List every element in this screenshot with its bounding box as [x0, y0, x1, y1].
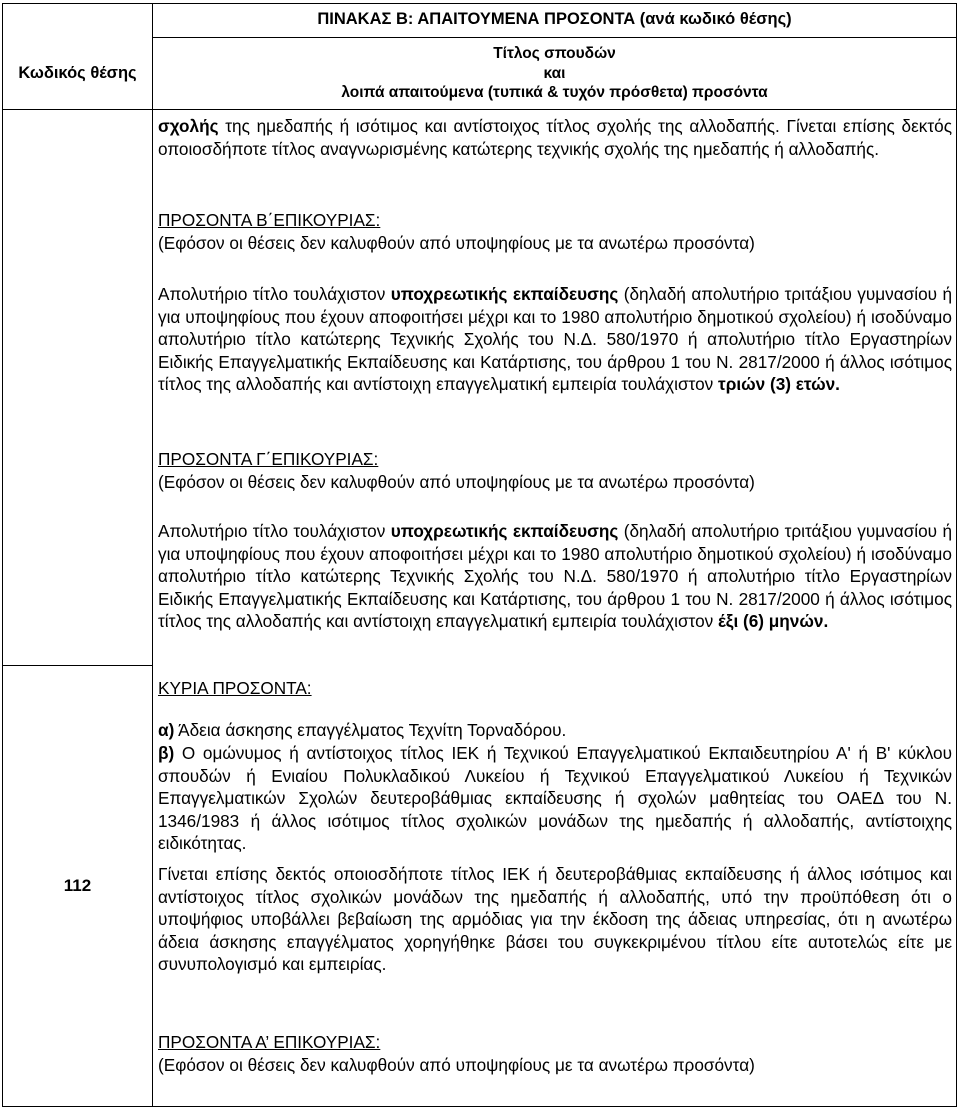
main-item-b: [158, 742, 952, 855]
main-heading: ΚΥΡΙΑ ΠΡΟΣΟΝΤΑ:: [158, 678, 312, 698]
c-aux-note: (Εφόσον οι θέσεις δεν καλυφθούν από υποψηφίους με τα ανωτέρω προσόντα): [158, 472, 755, 492]
a-aux-note: (Εφόσον οι θέσεις δεν καλυφθούν από υποψηφίους με τα ανωτέρω προσόντα): [158, 1055, 755, 1075]
a-aux-heading: ΠΡΟΣΟΝΤΑ Α’ ΕΠΙΚΟΥΡΙΑΣ:: [158, 1032, 381, 1052]
c-aux-text-start: Απολυτήριο τίτλο τουλάχιστον: [158, 521, 391, 541]
header-divider: [2, 109, 957, 110]
title-header-line-3: λοιπά απαιτούμενα (τυπικά & τυχόν πρόσθετα) προσόντα: [341, 84, 768, 101]
table-title: ΠΙΝΑΚΑΣ Β: ΑΠΑΙΤΟΥΜΕΝΑ ΠΡΟΣΟΝΤΑ (ανά κωδικό θέσης): [317, 10, 792, 28]
b-aux-heading: ΠΡΟΣΟΝΤΑ Β΄ΕΠΙΚΟΥΡΙΑΣ:: [158, 210, 381, 230]
c-aux-heading: ΠΡΟΣΟΝΤΑ Γ΄ΕΠΙΚΟΥΡΙΑΣ:: [158, 449, 379, 469]
main-extra-paragraph: Γίνεται επίσης δεκτός οποιοσδήποτε τίτλος ΙΕΚ ή δευτεροβάθμιας εκπαίδευσης ή άλλος ισότιμος και αντίστοιχος τίτλος σχολικών μονάδων της ημεδαπής ή αλλοδαπής, υπό την προϋπόθεση ότι ο υποψήφιος υποβάλλει βεβαίωση της αρμόδιας για την έκδοση της άδειας υπηρεσίας, ότι η ανωτέρω άδεια άσκησης επαγγέλματος χορηγήθηκε βάσει του συγκεκριμένου τίτλου είτε αυτοτελώς είτε με συνυπολογισμό και εμπειρίας.: [158, 864, 952, 974]
main-item-b-text: Ο ομώνυμος ή αντίστοιχος τίτλος ΙΕΚ ή Τεχνικού Επαγγελματικού Εκπαιδευτηρίου Α' ή Β' κύκλου σπουδών ή Ενιαίου Πολυκλαδικού Λυκείου ή Τεχνικού Επαγγελματικού Λυκείου ή Τεχνικών Επαγγελματικών Σχολών δευτεροβάθμιας εκπαίδευσης ή σχολών μαθητείας του ΟΑΕΔ του Ν. 1346/1983 ή άλλος ισότιμος τίτλος σχολικών μονάδων της ημεδαπής ή αλλοδαπής, αντίστοιχης ειδικότητας.: [158, 743, 952, 853]
intro-text: της ημεδαπής ή ισότιμος και αντίστοιχος τίτλος σχολής της αλλοδαπής. Γίνεται επίσης δεκτός οποιοσδήποτε τίτλος αναγνωρισμένης κατώτερης τεχνικής σχολής της ημεδαπής ή αλλοδαπής.: [158, 116, 952, 159]
intro-bold: σχολής: [158, 116, 219, 136]
b-aux-bold-end: τριών (3) ετών.: [718, 374, 840, 394]
main-item-a-label: α): [158, 720, 175, 740]
title-header-line-2: και: [543, 64, 566, 82]
border-left: [2, 3, 3, 1107]
code-row-divider: [2, 665, 153, 666]
main-item-a-text: Άδεια άσκησης επαγγέλματος Τεχνίτη Τορναδόρου.: [174, 720, 567, 740]
c-aux-paragraph: [158, 520, 952, 633]
c-aux-bold: υποχρεωτικής εκπαίδευσης: [390, 521, 619, 541]
position-code: 112: [63, 876, 92, 895]
column-divider: [152, 3, 153, 1107]
c-aux-bold-end: έξι (6) μηνών.: [718, 611, 829, 631]
title-header-line-1: Τίτλος σπουδών: [493, 45, 616, 62]
title-divider: [152, 37, 957, 38]
b-aux-text-start: Απολυτήριο τίτλο τουλάχιστον: [158, 284, 391, 304]
code-column-header: Κωδικός θέσης: [18, 64, 137, 82]
title-column-header: [153, 44, 956, 103]
border-right: [956, 3, 957, 1107]
border-top: [2, 3, 957, 4]
main-item-b-label: β): [158, 743, 175, 763]
b-aux-text: (δηλαδή απολυτήριο τριτάξιου γυμνασίου ή για υποψηφίους που έχουν αποφοιτήσει μέχρι και το 1980 απολυτήριο δημοτικού σχολείου) ή ισοδύναμο απολυτήριο τίτλο κατώτερης Τεχνικής Σχολής του Ν.Δ. 580/1970 ή απολυτήριο τίτλο Εργαστηρίων Ειδικής Επαγγελματικής Εκπαίδευσης και Κατάρτισης, του άρθρου 1 του Ν. 2817/2000 ή άλλος ισότιμος τίτλος της αλλοδαπής και αντίστοιχη επαγγελματική εμπειρία τουλάχιστον: [158, 284, 953, 394]
main-item-a: [158, 719, 952, 742]
b-aux-paragraph: [158, 283, 952, 396]
b-aux-note: (Εφόσον οι θέσεις δεν καλυφθούν από υποψηφίους με τα ανωτέρω προσόντα): [158, 233, 755, 253]
intro-paragraph: [158, 115, 952, 160]
c-aux-text: (δηλαδή απολυτήριο τριτάξιου γυμνασίου ή για υποψηφίους που έχουν αποφοιτήσει μέχρι και το 1980 απολυτήριο δημοτικού σχολείου) ή ισοδύναμο απολυτήριο τίτλο κατώτερης Τεχνικής Σχολής του Ν.Δ. 580/1970 ή απολυτήριο τίτλο Εργαστηρίων Ειδικής Επαγγελματικής Εκπαίδευσης και Κατάρτισης, του άρθρου 1 του Ν. 2817/2000 ή άλλος ισότιμος τίτλος της αλλοδαπής και αντίστοιχη επαγγελματική εμπειρία τουλάχιστον: [158, 521, 953, 631]
b-aux-bold: υποχρεωτικής εκπαίδευσης: [390, 284, 619, 304]
border-bottom: [2, 1106, 957, 1107]
